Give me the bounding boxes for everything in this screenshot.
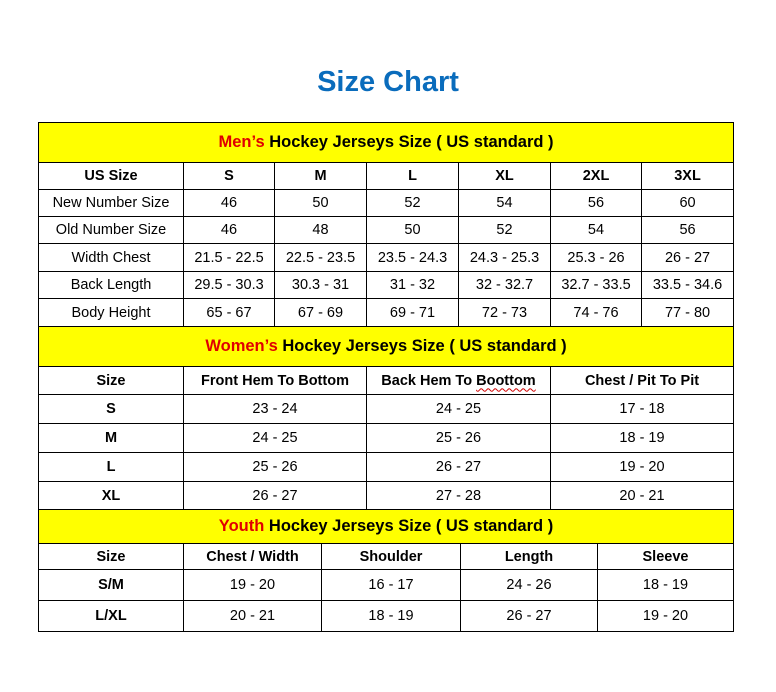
cell-text: Back Hem To Boottom xyxy=(381,372,536,389)
cell-text: 22.5 - 23.5 xyxy=(285,249,356,266)
table-row xyxy=(39,395,734,424)
table-cell xyxy=(184,190,275,217)
column-header xyxy=(184,163,275,190)
row-label xyxy=(39,395,184,424)
row-label xyxy=(39,424,184,453)
table-cell xyxy=(275,244,367,272)
womens-heading-highlight: Women’s xyxy=(205,337,278,355)
row-label xyxy=(39,453,184,482)
cell-text: L xyxy=(408,168,417,184)
column-header xyxy=(184,544,322,570)
table-cell xyxy=(184,395,367,424)
cell-text: 18 - 19 xyxy=(619,430,665,446)
table-row xyxy=(39,570,734,601)
table-cell xyxy=(184,453,367,482)
cell-text: 25 - 26 xyxy=(435,430,482,446)
cell-text: XL xyxy=(101,487,121,504)
table-cell xyxy=(367,299,459,327)
table-row xyxy=(39,190,734,217)
table-cell xyxy=(184,601,322,632)
table-row xyxy=(39,244,734,272)
column-header xyxy=(39,367,184,395)
header-row xyxy=(39,367,734,395)
table-cell xyxy=(184,244,275,272)
cell-text: 19 - 20 xyxy=(229,577,276,593)
table-cell xyxy=(184,272,275,299)
table-cell xyxy=(367,272,459,299)
cell-text: 54 xyxy=(587,222,605,238)
table-cell xyxy=(461,570,598,601)
table-cell xyxy=(367,453,551,482)
column-header xyxy=(39,163,184,190)
cell-text: 77 - 80 xyxy=(664,304,711,321)
table-cell xyxy=(551,244,642,272)
table-cell xyxy=(367,217,459,244)
cell-text: 24.3 - 25.3 xyxy=(469,249,540,266)
youth-heading-highlight: Youth xyxy=(218,517,265,535)
cell-text: 65 - 67 xyxy=(206,304,252,321)
table-cell xyxy=(642,217,734,244)
cell-text: M xyxy=(104,430,118,446)
mens-table xyxy=(38,122,734,327)
cell-text: Size xyxy=(96,548,126,565)
cell-text: 46 xyxy=(220,222,238,238)
table-cell xyxy=(459,217,551,244)
table-cell xyxy=(184,424,367,453)
table-cell xyxy=(642,190,734,217)
column-header xyxy=(275,163,367,190)
cell-text: Old Number Size xyxy=(55,222,167,238)
table-cell xyxy=(367,424,551,453)
cell-text: 32.7 - 33.5 xyxy=(561,277,631,293)
table-cell xyxy=(367,244,459,272)
table-cell xyxy=(184,482,367,510)
table-cell xyxy=(275,299,367,327)
cell-text: 20 - 21 xyxy=(229,608,276,624)
table-cell xyxy=(184,299,275,327)
header-row xyxy=(39,163,734,190)
cell-text: L xyxy=(106,459,116,475)
column-header xyxy=(551,367,734,395)
table-row xyxy=(39,482,734,510)
cell-text: 26 - 27 xyxy=(664,249,711,266)
row-label xyxy=(39,299,184,327)
cell-text: 67 - 69 xyxy=(297,304,344,321)
cell-text: 3XL xyxy=(674,168,701,184)
cell-text: US Size xyxy=(84,168,138,184)
table-cell xyxy=(275,217,367,244)
row-label xyxy=(39,190,184,217)
table-cell xyxy=(322,570,461,601)
column-header xyxy=(367,163,459,190)
cell-text: 17 - 18 xyxy=(619,401,665,417)
table-cell xyxy=(551,482,734,510)
column-header xyxy=(322,544,461,570)
table-cell xyxy=(551,217,642,244)
cell-text: 25.3 - 26 xyxy=(567,249,625,266)
cell-text: M xyxy=(314,168,327,184)
column-header xyxy=(461,544,598,570)
cell-text: 72 - 73 xyxy=(481,304,528,321)
table-cell xyxy=(184,570,322,601)
youth-table xyxy=(38,509,734,632)
womens-table xyxy=(38,326,734,510)
cell-text: 33.5 - 34.6 xyxy=(652,277,723,293)
table-cell xyxy=(598,601,734,632)
cell-text: 74 - 76 xyxy=(573,304,619,321)
cell-text: 69 - 71 xyxy=(389,304,436,321)
cell-text: 50 xyxy=(312,195,329,211)
cell-text: S xyxy=(106,401,116,417)
cell-text: 46 xyxy=(220,195,238,211)
table-row xyxy=(39,453,734,482)
womens-heading xyxy=(39,327,734,367)
cell-text: 23 - 24 xyxy=(252,401,298,417)
table-cell xyxy=(459,299,551,327)
cell-text: 24 - 26 xyxy=(506,577,552,593)
table-cell xyxy=(551,395,734,424)
table-cell xyxy=(459,244,551,272)
column-header xyxy=(598,544,734,570)
cell-text: 20 - 21 xyxy=(619,487,665,504)
table-row xyxy=(39,299,734,327)
column-header xyxy=(551,163,642,190)
cell-text: Sleeve xyxy=(642,548,689,565)
cell-text: 30.3 - 31 xyxy=(291,277,350,293)
cell-text: 24 - 25 xyxy=(435,401,482,417)
cell-text: 60 xyxy=(679,195,696,211)
table-cell xyxy=(459,272,551,299)
cell-text: New Number Size xyxy=(52,195,170,211)
cell-text: Width Chest xyxy=(71,249,151,266)
row-label xyxy=(39,482,184,510)
table-cell xyxy=(367,190,459,217)
cell-text: S/M xyxy=(98,577,124,593)
table-row xyxy=(39,217,734,244)
cell-text: Size xyxy=(96,372,126,389)
table-cell xyxy=(551,453,734,482)
column-header xyxy=(367,367,551,395)
cell-text: 48 xyxy=(312,222,329,238)
table-cell xyxy=(598,570,734,601)
cell-text: 52 xyxy=(404,195,421,211)
cell-text: 50 xyxy=(404,222,421,238)
cell-text: Chest / Pit To Pit xyxy=(584,372,700,389)
cell-text: 52 xyxy=(496,222,513,238)
table-cell xyxy=(367,395,551,424)
cell-text: 21.5 - 22.5 xyxy=(194,249,264,266)
table-cell xyxy=(551,299,642,327)
cell-text: 24 - 25 xyxy=(252,430,298,446)
womens-heading-text: Hockey Jerseys Size ( US standard ) xyxy=(277,337,567,355)
cell-text: 16 - 17 xyxy=(368,577,414,593)
cell-text: Chest / Width xyxy=(206,548,299,565)
table-cell xyxy=(275,190,367,217)
cell-text: 26 - 27 xyxy=(252,487,298,504)
table-cell xyxy=(642,244,734,272)
cell-text: 19 - 20 xyxy=(642,608,689,624)
mens-heading xyxy=(39,123,734,163)
column-header xyxy=(459,163,551,190)
cell-text: 23.5 - 24.3 xyxy=(377,249,448,266)
cell-text: 26 - 27 xyxy=(506,608,552,624)
cell-text: L/XL xyxy=(95,608,127,624)
cell-text: 27 - 28 xyxy=(435,487,482,504)
table-cell xyxy=(461,601,598,632)
cell-text: 18 - 19 xyxy=(642,577,689,593)
table-cell xyxy=(275,272,367,299)
table-cell xyxy=(551,272,642,299)
youth-heading xyxy=(39,510,734,544)
cell-text: 56 xyxy=(587,195,605,211)
column-header xyxy=(642,163,734,190)
table-cell xyxy=(551,190,642,217)
cell-text: Back Length xyxy=(70,277,152,293)
cell-text: Shoulder xyxy=(359,548,423,565)
row-label xyxy=(39,570,184,601)
table-cell xyxy=(184,217,275,244)
table-cell xyxy=(551,424,734,453)
table-row xyxy=(39,272,734,299)
cell-text: 31 - 32 xyxy=(389,277,436,293)
size-chart xyxy=(38,122,733,632)
column-header xyxy=(39,544,184,570)
row-label xyxy=(39,217,184,244)
cell-text: 54 xyxy=(496,195,513,211)
cell-text: 56 xyxy=(679,222,696,238)
table-row xyxy=(39,601,734,632)
table-cell xyxy=(367,482,551,510)
cell-text: 18 - 19 xyxy=(368,608,414,624)
column-header xyxy=(184,367,367,395)
cell-text: 26 - 27 xyxy=(435,459,482,475)
row-label xyxy=(39,272,184,299)
table-cell xyxy=(322,601,461,632)
cell-text: 29.5 - 30.3 xyxy=(194,277,264,293)
mens-heading-text: Hockey Jerseys Size ( US standard ) xyxy=(264,133,554,151)
spellcheck-word: Boottom xyxy=(476,372,536,389)
cell-text: S xyxy=(224,168,234,184)
table-cell xyxy=(642,299,734,327)
cell-text: Length xyxy=(504,548,554,565)
cell-text: XL xyxy=(495,168,514,184)
mens-heading-highlight: Men’s xyxy=(218,133,265,151)
cell-text: Body Height xyxy=(71,304,151,321)
cell-text: 19 - 20 xyxy=(619,459,665,475)
table-row xyxy=(39,424,734,453)
cell-text: Front Hem To Bottom xyxy=(201,372,349,389)
table-cell xyxy=(459,190,551,217)
row-label xyxy=(39,244,184,272)
cell-text: 32 - 32.7 xyxy=(475,277,534,293)
cell-text: 25 - 26 xyxy=(252,459,298,475)
header-row xyxy=(39,544,734,570)
page-title: Size Chart xyxy=(317,66,459,98)
youth-heading-text: Hockey Jerseys Size ( US standard ) xyxy=(264,517,554,535)
row-label xyxy=(39,601,184,632)
cell-text: 2XL xyxy=(582,168,610,184)
table-cell xyxy=(642,272,734,299)
